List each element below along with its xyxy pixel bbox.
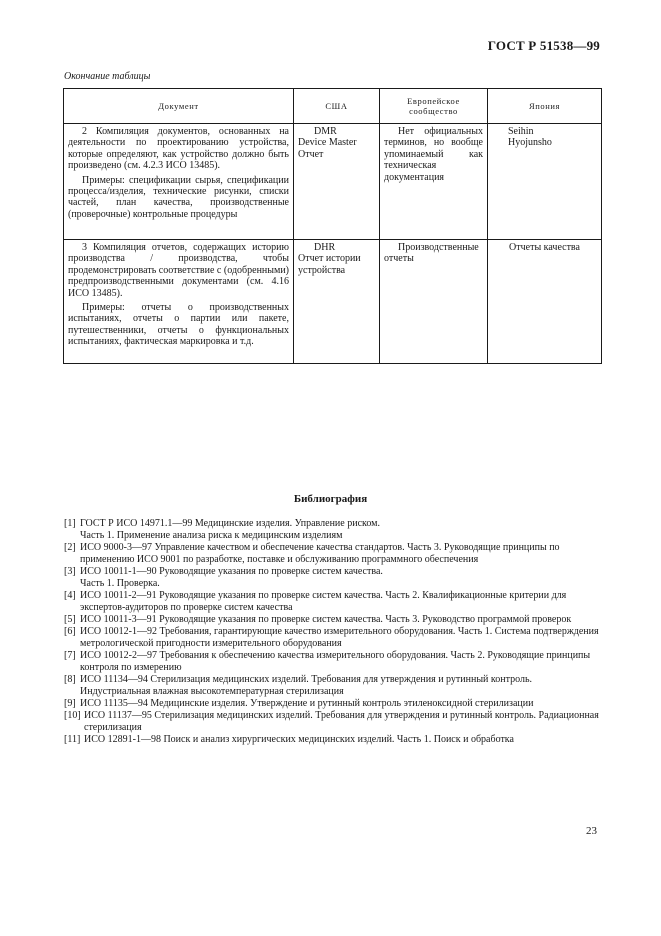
bibliography-entry-number: [10]: [64, 710, 81, 721]
bibliography-entry-number: [9]: [64, 698, 76, 709]
bibliography-entry: [64, 566, 604, 590]
usa-term-line: Device Master: [298, 137, 357, 149]
table-header-row: [64, 89, 602, 124]
column-header-japan: Япония: [488, 89, 602, 124]
bibliography-entry-text: ИСО 10011-2—91 Руководящие указания по проверке систем качества. Часть 2. Квалификационные критерии для экспертов-аудиторов по проверке систем качества: [80, 590, 567, 613]
bibliography-entry-number: [2]: [64, 542, 76, 553]
cell-usa: [294, 240, 380, 364]
bibliography-entry-number: [5]: [64, 614, 76, 625]
column-header-document: Документ: [64, 89, 294, 124]
eu-term: Производственные отчеты: [384, 242, 479, 265]
japan-term: Seihin: [508, 126, 534, 137]
document-examples: Примеры: отчеты о производственных испытаниях, отчеты о партии или пакете, путешественники, отчеты о функциональных испытаниях, фактическая маркировка и т.д.: [68, 302, 289, 348]
bibliography-entry-text: ИСО 12891-1—98 Поиск и анализ хирургических медицинских изделий. Часть 1. Поиск и обработка: [84, 734, 514, 745]
cell-document: [64, 240, 294, 364]
bibliography-entry-text: ИСО 11134—94 Стерилизация медицинских изделий. Требования для утверждения и рутинный контроль. Индустриальная влажная высокотемпературная стерилизация: [80, 674, 533, 697]
usa-term: DHR: [314, 242, 336, 253]
cell-document: [64, 124, 294, 240]
bibliography-entry: [64, 626, 604, 650]
table-row: [64, 240, 602, 364]
bibliography-entry-number: [11]: [64, 734, 81, 745]
bibliography-entry-number: [8]: [64, 674, 76, 685]
bibliography-entry-text: ИСО 10012-2—97 Требования к обеспечению качества измерительного оборудования. Часть 2. Руководящие принципы контроля по измерению: [80, 650, 591, 673]
bibliography-entry: [64, 734, 604, 746]
bibliography-entry: [64, 542, 604, 566]
cell-eu: [380, 240, 488, 364]
bibliography-line: ИСО 10011-1—90 Руководящие указания по проверке систем качества.: [80, 566, 383, 577]
document-paragraph: 3 Компиляция отчетов, содержащих историю производства / производства, чтобы продемонстрировать соответствие с (одобренными) предпроизводственными документами (см. 4.16 ИСО 13485).: [68, 242, 289, 299]
japan-term: Отчеты качества: [509, 242, 580, 253]
document-paragraph: 2 Компиляция документов, основанных на деятельности по проектированию устройства, которые определяют, как устройство должно быть произведено (см. 4.2.3 ИСО 13485).: [68, 126, 289, 172]
bibliography-entry: [64, 614, 604, 626]
bibliography-entry-text: ИСО 10011-3—91 Руководящие указания по проверке систем качества. Часть 3. Руководство программой проверок: [80, 614, 572, 625]
bibliography-entry-text: ИСО 11135—94 Медицинские изделия. Утверждение и рутинный контроль этиленоксидной стерилизации: [80, 698, 534, 709]
bibliography-entry-text: ИСО 9000-3—97 Управление качеством и обеспечение качества стандартов. Часть 3. Руководящие принципы по применению ИСО 9001 по разработке, поставке и обслуживанию программного обеспечения: [80, 542, 560, 565]
bibliography-entry-number: [3]: [64, 566, 76, 577]
usa-term: DMR: [314, 126, 337, 137]
bibliography-entry-number: [1]: [64, 518, 76, 529]
bibliography-entry-text: ИСО 10012-1—92 Требования, гарантирующие качество измерительного оборудования. Часть 1. Система подтверждения метрологической пригодности измерительного оборудования: [80, 626, 599, 649]
cell-usa: [294, 124, 380, 240]
cell-japan: [488, 124, 602, 240]
bibliography-entry: [64, 674, 604, 698]
bibliography-entry-number: [7]: [64, 650, 76, 661]
bibliography-entry-number: [6]: [64, 626, 76, 637]
bibliography-line: ГОСТ Р ИСО 14971.1—99 Медицинские изделия. Управление риском.: [80, 518, 380, 529]
eu-term: Нет официальных терминов, но вообще упоминаемый как техническая документация: [384, 126, 483, 183]
table-caption: Окончание таблицы: [64, 71, 151, 82]
bibliography-title: Библиография: [293, 493, 368, 505]
bibliography-list: [64, 518, 604, 746]
bibliography-entry: [64, 698, 604, 710]
cell-eu: [380, 124, 488, 240]
bibliography-entry-text: ИСО 11137—95 Стерилизация медицинских изделий. Требования для утверждения и рутинный контроль. Радиационная стерилизация: [84, 710, 599, 733]
bibliography-line: Часть 1. Применение анализа риска к медицинским изделиям: [80, 530, 343, 541]
japan-term-line: Hyojunsho: [508, 137, 552, 149]
bibliography-line: Часть 1. Проверка.: [80, 578, 160, 589]
column-header-usa: США: [294, 89, 380, 124]
usa-term-line: Отчет истории устройства: [298, 253, 361, 276]
bibliography-entry: [64, 710, 604, 734]
page-header-standard-code: ГОСТ Р 51538—99: [487, 38, 600, 53]
cell-japan: [488, 240, 602, 364]
bibliography-entry: [64, 650, 604, 674]
bibliography-entry-text: [80, 518, 604, 542]
document-examples: Примеры: спецификации сырья, спецификации процесса/изделия, технические рисунки, списки частей, план качества, производственные (проверочные) контрольные процедуры: [68, 174, 289, 220]
table-row: [64, 124, 602, 240]
documents-table: [63, 88, 602, 364]
bibliography-entry-number: [4]: [64, 590, 76, 601]
column-header-eu: Европейское сообщество: [380, 89, 488, 124]
usa-term-line: Отчет: [298, 148, 324, 160]
bibliography-entry-text: [80, 566, 604, 590]
bibliography-entry: [64, 590, 604, 614]
page-number: 23: [586, 825, 597, 837]
bibliography-entry: [64, 518, 604, 542]
